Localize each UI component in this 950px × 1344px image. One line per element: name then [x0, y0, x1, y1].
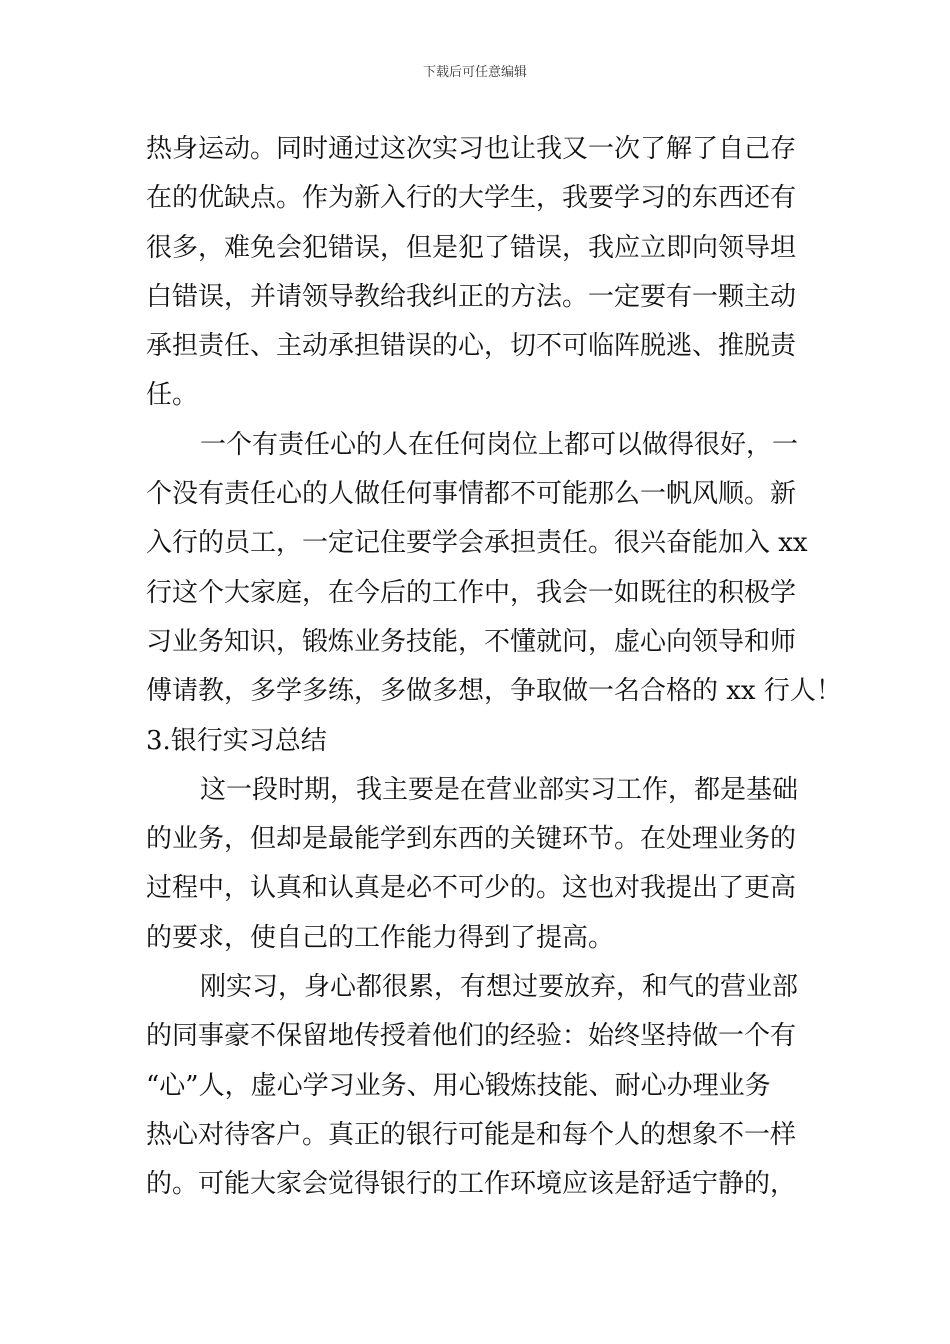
section-heading: 3.银行实习总结: [146, 725, 327, 756]
text-line: 个没有责任心的人做任何事情都不可能那么一帆风顺。新: [146, 479, 797, 510]
text-line: 很多，难免会犯错误，但是犯了错误，我应立即向领导坦: [146, 232, 797, 263]
page-header: 下载后可任意编辑: [422, 65, 527, 80]
text-line: “心”人，虚心学习业务、用心锻炼技能、耐心办理业务: [146, 1070, 771, 1101]
text-line: 傅请教，多学多练，多做多想，争取做一名合格的 xx 行人！: [146, 676, 842, 707]
text-line: 的同事豪不保留地传授着他们的经验：始终坚持做一个有: [146, 1021, 797, 1052]
text-line: 白错误，并请领导教给我纠正的方法。一定要有一颗主动: [146, 281, 797, 312]
text-line: 的。可能大家会觉得银行的工作环境应该是舒适宁静的，: [146, 1169, 797, 1200]
text-line: 承担责任、主动承担错误的心，切不可临阵脱逃、推脱责: [146, 331, 797, 362]
text-line: 任。: [146, 380, 199, 411]
paragraph-start-line: 一个有责任心的人在任何岗位上都可以做得很好，一: [200, 429, 799, 460]
paragraph-start-line: 这一段时期，我主要是在营业部实习工作，都是基础: [200, 774, 799, 805]
text-line: 的要求，使自己的工作能力得到了提高。: [146, 922, 615, 953]
text-line: 在的优缺点。作为新入行的大学生，我要学习的东西还有: [146, 183, 797, 214]
paragraph-start-line: 刚实习，身心都很累，有想过要放弃，和气的营业部: [200, 972, 799, 1003]
text-line: 热心对待客户。真正的银行可能是和每个人的想象不一样: [146, 1119, 797, 1150]
text-line: 入行的员工，一定记住要学会承担责任。很兴奋能加入 xx: [146, 528, 808, 559]
text-line: 热身运动。同时通过这次实习也让我又一次了解了自己存: [146, 134, 797, 164]
text-line: 的业务，但却是最能学到东西的关键环节。在处理业务的: [146, 824, 797, 855]
text-line: 习业务知识，锻炼业务技能，不懂就问，虚心向领导和师: [146, 626, 797, 657]
document-body: [146, 125, 842, 1210]
text-line: 过程中，认真和认真是必不可少的。这也对我提出了更高: [146, 873, 797, 904]
text-line: 行这个大家庭，在今后的工作中，我会一如既往的积极学: [146, 577, 797, 608]
